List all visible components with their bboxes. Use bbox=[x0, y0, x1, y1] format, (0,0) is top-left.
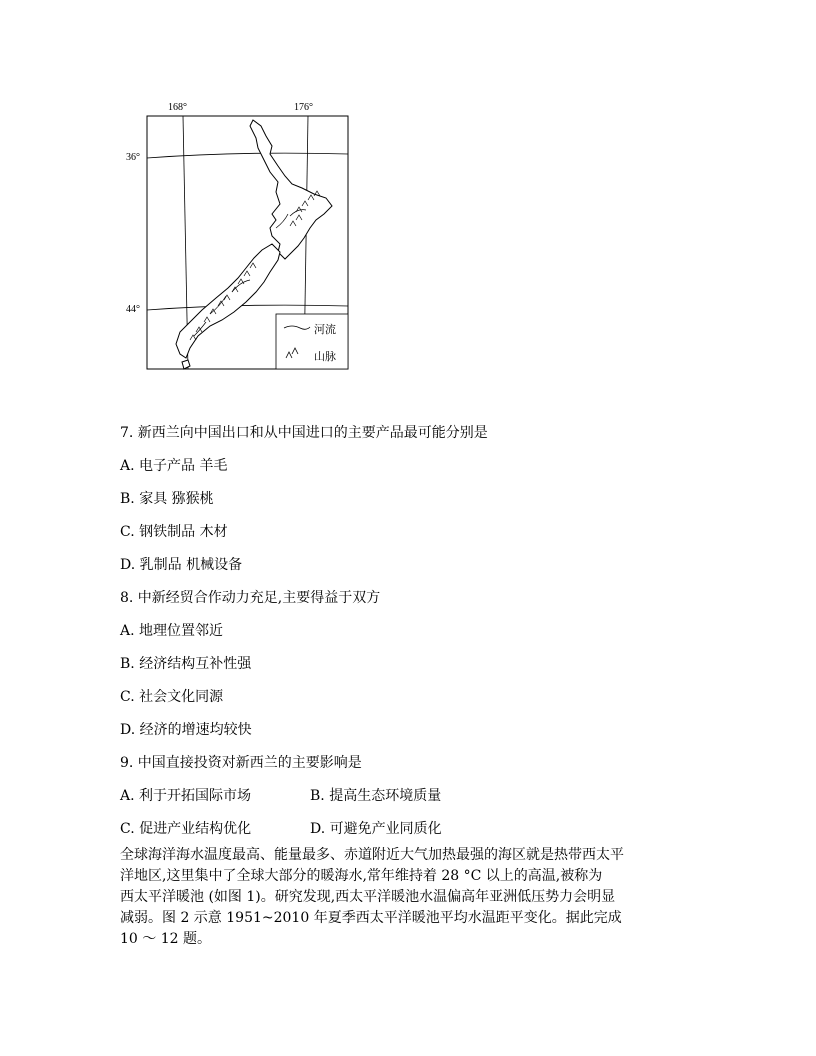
question-8-option-d: D. 经济的增速均较快 bbox=[120, 722, 252, 738]
question-8-option-b: B. 经济结构互补性强 bbox=[120, 656, 252, 672]
parallel-36 bbox=[147, 153, 348, 158]
lat-label-44: 44° bbox=[126, 304, 140, 315]
question-7-option-d: D. 乳制品 机械设备 bbox=[120, 557, 243, 573]
question-7-option-b: B. 家具 猕猴桃 bbox=[120, 491, 214, 507]
passage-line: 西太平洋暖池 (如图 1)。研究发现,西太平洋暖池水温偏高年亚洲低压势力会明显 bbox=[120, 889, 616, 905]
question-8-option-c: C. 社会文化同源 bbox=[120, 689, 224, 705]
legend-river-label: 河流 bbox=[314, 323, 336, 336]
question-9-option-c: C. 促进产业结构优化 bbox=[120, 821, 252, 837]
legend-mountain-label: 山脉 bbox=[314, 350, 336, 363]
legend-box bbox=[276, 314, 348, 369]
parallel-44 bbox=[147, 305, 348, 310]
stewart-island bbox=[182, 360, 190, 369]
question-7-stem: 7. 新西兰向中国出口和从中国进口的主要产品最可能分别是 bbox=[120, 425, 488, 441]
passage-line: 10 ～ 12 题。 bbox=[120, 931, 211, 947]
question-9-option-a: A. 利于开拓国际市场 bbox=[120, 788, 252, 804]
passage-line: 洋地区,这里集中了全球大部分的暖海水,常年维持着 28 °C 以上的高温,被称为 bbox=[120, 868, 603, 884]
lon-label-168: 168° bbox=[168, 102, 187, 113]
question-9-option-b: B. 提高生态环境质量 bbox=[310, 788, 442, 804]
lon-label-176: 176° bbox=[294, 102, 313, 113]
question-9-stem: 9. 中国直接投资对新西兰的主要影响是 bbox=[120, 755, 362, 771]
question-7-option-c: C. 钢铁制品 木材 bbox=[120, 524, 228, 540]
passage-line: 减弱。图 2 示意 1951~2010 年夏季西太平洋暖池平均水温距平变化。据此完成 bbox=[120, 910, 622, 926]
new-zealand-map bbox=[120, 96, 360, 381]
question-9-option-d: D. 可避免产业同质化 bbox=[310, 821, 442, 837]
question-8-stem: 8. 中新经贸合作动力充足,主要得益于双方 bbox=[120, 590, 381, 606]
south-island bbox=[176, 244, 280, 358]
passage-line: 全球海洋海水温度最高、能量最多、赤道附近大气加热最强的海区就是热带西太平 bbox=[120, 847, 624, 863]
north-island bbox=[250, 120, 332, 259]
lat-label-36: 36° bbox=[126, 152, 140, 163]
passage bbox=[120, 845, 710, 950]
question-8-option-a: A. 地理位置邻近 bbox=[120, 623, 224, 639]
map-graphic bbox=[120, 96, 360, 381]
question-7-option-a: A. 电子产品 羊毛 bbox=[120, 458, 228, 474]
